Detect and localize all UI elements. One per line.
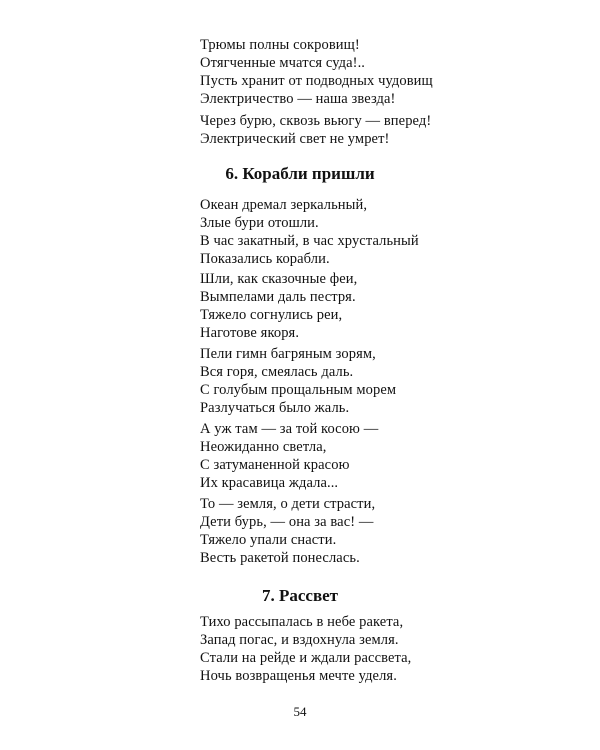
poem-line: То — земля, о дети страсти, — [200, 496, 376, 512]
poem-line: Наготове якоря. — [200, 325, 300, 341]
section-6-stanza-5 — [200, 495, 540, 567]
stanza-top-1 — [200, 36, 540, 108]
section-6-stanza-1 — [200, 196, 540, 268]
stanza-top-2 — [200, 112, 540, 148]
poem-line: Злые бури отошли. — [200, 215, 319, 231]
poem-line: Дети бурь, — она за вас! — — [200, 514, 374, 530]
section-7-stanza-1 — [200, 613, 540, 685]
section-6-stanza-2 — [200, 270, 540, 342]
poem-line: Пусть хранит от подводных чудовищ — [200, 73, 433, 89]
section-7-title: 7. Рассвет — [261, 586, 339, 605]
poem-line: Весть ракетой понеслась. — [200, 550, 360, 566]
poem-line: Пели гимн багряным зорям, — [200, 346, 376, 362]
poem-line: Разлучаться было жаль. — [200, 400, 350, 416]
section-6-stanza-4 — [200, 420, 540, 492]
poem-line: Их красавица ждала... — [200, 475, 339, 491]
poem-line: Тяжело упали снасти. — [200, 532, 337, 548]
poem-line: Океан дремал зеркальный, — [200, 197, 368, 213]
poem-line: Электрический свет не умрет! — [200, 131, 390, 147]
poem-line: Показались корабли. — [200, 251, 330, 267]
poem-line: Тяжело согнулись реи, — [200, 307, 343, 323]
poem-line: Трюмы полны сокровищ! — [200, 37, 360, 53]
poem-line: Стали на рейде и ждали рассвета, — [200, 650, 412, 666]
poem-line: Электричество — наша звезда! — [200, 91, 396, 107]
section-6-title: 6. Корабли пришли — [225, 164, 375, 183]
page-number: 54 — [293, 704, 307, 719]
poem-line: Вымпелами даль пестря. — [200, 289, 356, 305]
poem-line: Запад погас, и вздохнула земля. — [200, 632, 399, 648]
poem-line: В час закатный, в час хрустальный — [200, 233, 419, 249]
poem-line: Шли, как сказочные феи, — [200, 271, 358, 287]
poem-line: Через бурю, сквозь вьюгу — вперед! — [200, 113, 432, 129]
poem-line: Вся горя, смеялась даль. — [200, 364, 354, 380]
poem-line: Отягченные мчатся суда!.. — [200, 55, 366, 71]
section-6-stanza-3 — [200, 345, 540, 417]
poem-line: А уж там — за той косою — — [200, 421, 379, 437]
poem-line: Тихо рассыпалась в небе ракета, — [200, 614, 404, 630]
poem-line: С голубым прощальным морем — [200, 382, 397, 398]
poem-line: Ночь возвращенья мечте уделя. — [200, 668, 397, 684]
poem-line: С затуманенной красою — [200, 457, 350, 473]
poem-line: Неожиданно светла, — [200, 439, 327, 455]
